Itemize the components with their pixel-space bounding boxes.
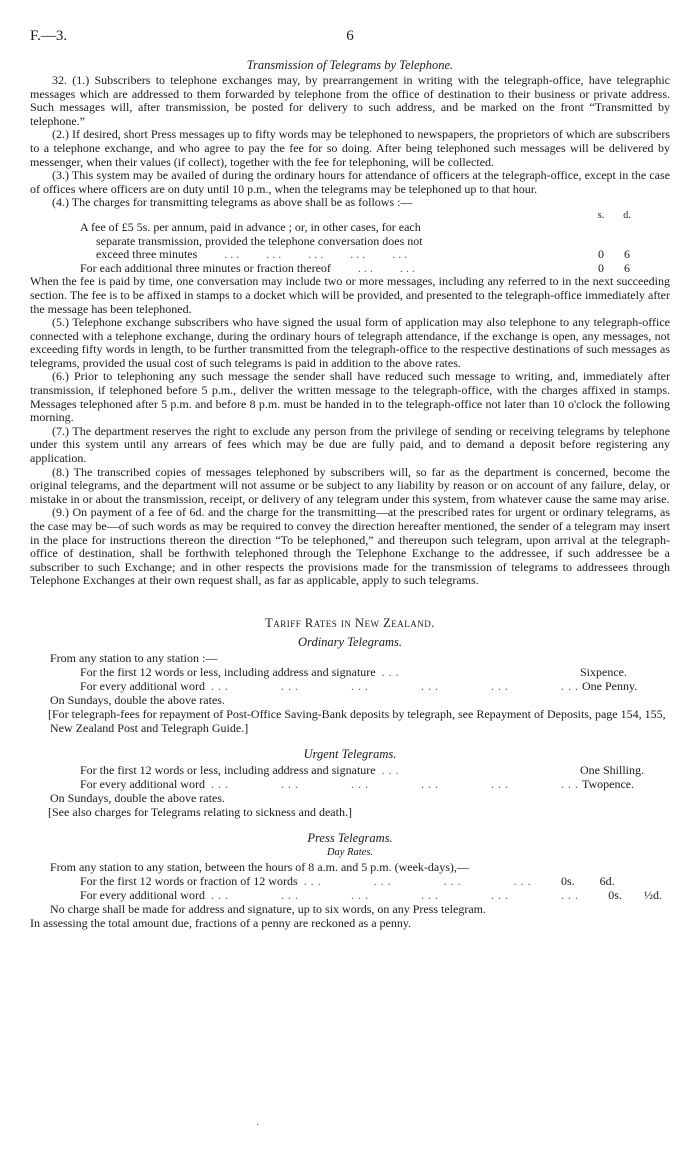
- fee-shillings: 0: [598, 260, 604, 275]
- ordinary-sundays-note: On Sundays, double the above rates.: [50, 692, 225, 707]
- fee-pence: 6: [624, 260, 630, 275]
- paragraph-32-9: (9.) On payment of a fee of 6d. and the charge for the transmitting—at the prescribed rates for urgent or ordinary telegrams, as the case may be—of such words as may be required to convey the direction hereafter mentioned, the sender of a telegram may insert in the place for instructions thereon the direction “To be telephoned,” and thereupon such telegram, upon arrival at the telegraph-office of destination, shall be forthwith telephoned through the Telephone Exchange to the addressee, if such addressee be a subscriber to such Exchange; and in other respects the provisions made for the transmission of telegrams to addressees through Telephone Exchanges at their own request shall, as far as applicable, apply to such telegrams.: [30, 505, 670, 588]
- ordinary-telegrams-heading: Ordinary Telegrams.: [298, 634, 402, 649]
- rate-label: For every additional word: [80, 887, 205, 902]
- pence-column-header: d.: [623, 209, 631, 221]
- page-number: 6: [346, 28, 354, 44]
- ordinary-rate-additional-word: For every additional word ... ... ... ... ... ... One Penny.: [30, 679, 670, 693]
- rate-pence: ½d.: [643, 887, 662, 902]
- press-note-fractions: In assessing the total amount due, fractions of a penny are reckoned as a penny.: [30, 915, 412, 930]
- rate-pence: 6d.: [599, 873, 615, 888]
- paragraph-32-2: (2.) If desired, short Press messages up to fifty words may be telephoned to newspapers, the proprietors of which are subscribers to a telephone exchange, and who agree to pay the fee for so doing. After being telephoned such messages will be delivered by messenger, when their values (if collect), together with the fee for telephoning, will be collected.: [30, 127, 670, 169]
- paragraph-32-3: (3.) This system may be availed of during the ordinary hours for attendance of officers at the telegraph-office, except in the case of offices where officers are on duty until 10 p.m., when the telegrams may be telephoned up to that hour.: [30, 168, 670, 196]
- ordinary-rate-first-words: For the first 12 words or less, including address and signature ... Sixpence.: [30, 665, 670, 679]
- page-header: [30, 28, 670, 54]
- fee-row-line: A fee of £5 5s. per annum, paid in advance ; or, in other cases, for each: [80, 219, 421, 234]
- press-note-address-signature: No charge shall be made for address and signature, up to six words, on any Press telegram.: [50, 901, 487, 916]
- rate-value: Sixpence.: [580, 664, 627, 679]
- rate-label: For the first 12 words or fraction of 12 words: [80, 873, 298, 888]
- day-rates-subheading: Day Rates.: [326, 846, 374, 858]
- paragraph-32-4: (4.) The charges for transmitting telegrams as above shall be as follows :—: [52, 195, 413, 210]
- urgent-bracket-note: [See also charges for Telegrams relating to sickness and death.]: [48, 804, 352, 819]
- ordinary-bracket-note: [For telegraph-fees for repayment of Post-Office Saving-Bank deposits by telegraph, see Repayment of Deposits, page 154, 155, New Zealand Post and Telegraph Guide.]: [48, 706, 666, 735]
- shillings-column-header: s.: [597, 209, 605, 221]
- urgent-sundays-note: On Sundays, double the above rates.: [50, 790, 225, 805]
- urgent-rate-first-words: For the first 12 words or less, including address and signature ... One Shilling.: [30, 763, 670, 777]
- fee-row-line: separate transmission, provided the telephone conversation does not: [96, 233, 423, 248]
- fee-shillings: 0: [598, 247, 604, 262]
- paragraph-32-1: 32. (1.) Subscribers to telephone exchanges may, by prearrangement in writing with the telegraph-office, have telegraphic messages which are addressed to them forwarded by telephone from the office of destination to their business or private address. Such messages will, after transmission, be posted for delivery to such address, and be marked on the front “Transmitted by telephone.”: [30, 73, 670, 128]
- paragraph-32-5: (5.) Telephone exchange subscribers who have signed the usual form of application may also telephone to any telegraph-office connected with a telephone exchange, during the ordinary hours of telegraph attendance, if the exchange is open, any messages, not exceeding fifty words in length, to be further transmitted from the telegraph-office to the respective destinations of such messages as telegrams, provided the usual cost of such telegrams is paid in addition to the above rates.: [30, 315, 670, 370]
- press-telegrams-heading: Press Telegrams.: [307, 830, 393, 845]
- press-intro: From any station to any station, between the hours of 8 a.m. and 5 p.m. (week-days),—: [50, 859, 469, 874]
- fee-table: [80, 210, 640, 275]
- rate-value: One Shilling.: [580, 762, 645, 777]
- rate-value: Twopence.: [581, 776, 635, 791]
- print-speck: ·: [256, 1120, 260, 1131]
- fee-row-annual: A fee of £5 5s. per annum, paid in advance ; or, in other cases, for each separate transmission, provided the telephone conversation does not exceed three minutes ... ... ... ... ... 0 6: [80, 221, 640, 262]
- fee-pence: 6: [624, 247, 630, 262]
- rate-shillings: 0s.: [608, 887, 622, 902]
- section-title: Transmission of Telegrams by Telephone.: [246, 58, 454, 72]
- rate-label: For every additional word: [80, 776, 205, 791]
- tariff-title: Tariff Rates in New Zealand.: [265, 615, 435, 630]
- rate-label: For every additional word: [80, 678, 205, 693]
- rate-label: For the first 12 words or less, including address and signature: [80, 664, 376, 679]
- press-rate-additional-word: For every additional word ... ... ... ... ... ... 0s. ½d.: [80, 887, 662, 902]
- paragraph-32-8: (8.) The transcribed copies of messages telephoned by subscribers will, so far as the department is concerned, become the original telegrams, and the department will not assume or be subject to any liability by reason or on account of any failure, delay, or mistake in or about the transmission, receipt, or delivery of any telegram under this system, from whatever cause the same may arise.: [30, 464, 670, 506]
- fee-row-additional: For each additional three minutes or fraction thereof ... ... 0 6: [80, 262, 640, 276]
- document-reference: F.—3.: [30, 28, 68, 44]
- paragraph-32-7: (7.) The department reserves the right to exclude any person from the privilege of sending or receiving telegrams by telephone under this system until any arrears of fees which may be due are fully paid, and to demand a deposit before registering any application.: [30, 423, 670, 466]
- urgent-rate-additional-word: For every additional word ... ... ... ... ... ... Twopence.: [30, 777, 670, 791]
- press-rate-first-words: For the first 12 words or fraction of 12 words ... ... ... ... 0s. 6d.: [80, 873, 615, 888]
- rate-shillings: 0s.: [560, 873, 575, 888]
- fee-row-line: exceed three minutes: [96, 247, 198, 262]
- rate-label: For the first 12 words or less, including address and signature: [80, 762, 376, 777]
- ordinary-intro: From any station to any station :—: [50, 650, 218, 665]
- paragraph-32-4-continued: When the fee is paid by time, one conversation may include two or more messages, including any referred to in the next succeeding section. The fee is to be affixed in stamps to a docket which will be provided, and presented to the telegraph-office immediately after the message has been telephoned.: [30, 274, 670, 316]
- document-page: [30, 28, 670, 930]
- rate-value: One Penny.: [581, 678, 638, 693]
- fee-row-line: For each additional three minutes or fraction thereof: [80, 260, 331, 275]
- paragraph-32-6: (6.) Prior to telephoning any such message the sender shall have reduced such message to writing, and, immediately after transmission, if telephoned before 5 p.m., deliver the written message to the telegraph-office, with the charges affixed in stamps. Messages telephoned after 5 p.m. and before 8 p.m. must be handed in to the telegraph-office not later than 10 o'clock the following morning.: [30, 369, 670, 425]
- urgent-telegrams-heading: Urgent Telegrams.: [303, 746, 397, 761]
